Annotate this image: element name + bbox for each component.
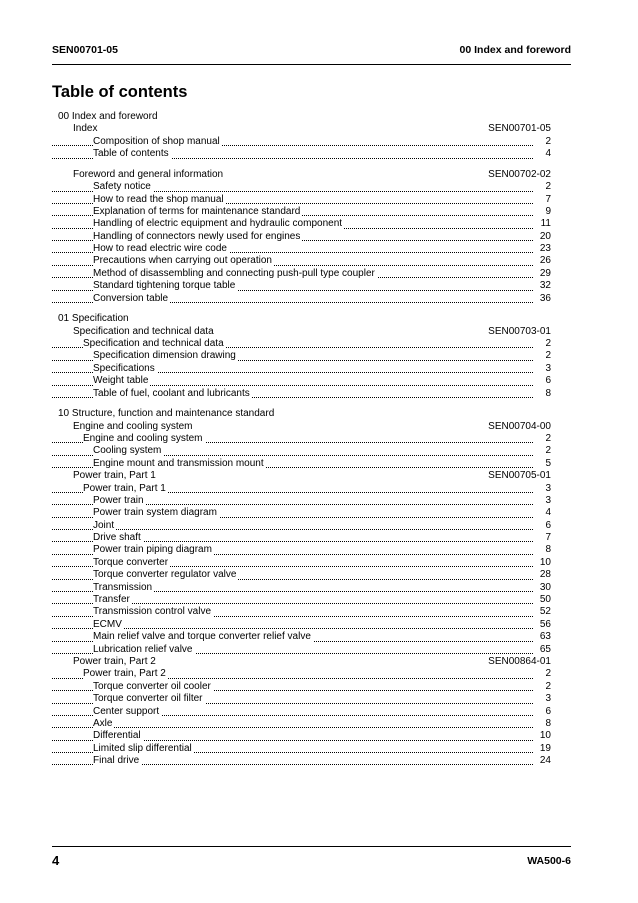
toc-entry <box>52 668 551 680</box>
toc-entry-page: 8 <box>542 718 551 730</box>
toc-entry-label: Torque converter <box>93 556 169 568</box>
toc-entry-label: Torque converter oil cooler <box>93 680 211 692</box>
toc-entry <box>52 255 551 267</box>
toc-entry-page: 10 <box>537 557 551 569</box>
toc-entry <box>52 148 551 160</box>
toc-entry-page: 32 <box>537 280 551 292</box>
toc-entry-page: 2 <box>542 668 551 680</box>
toc-entry-page: 52 <box>537 606 551 618</box>
toc-entry <box>52 619 551 631</box>
toc-entry-label: Table of contents <box>93 148 169 160</box>
toc-entry-page: 2 <box>542 681 551 693</box>
toc-entry <box>52 388 551 400</box>
toc-entry-page: 5 <box>542 458 551 470</box>
toc-entry <box>52 433 551 445</box>
toc-entry-label: Transmission control valve <box>93 606 212 618</box>
toc-entry-page: 19 <box>537 743 551 755</box>
toc-entry <box>52 644 551 656</box>
toc-group-code: SEN00704-00 <box>488 420 551 432</box>
toc-entry-label: How to read the shop manual <box>93 193 224 205</box>
toc-entry-label: Differential <box>93 730 141 742</box>
toc-entry <box>52 231 551 243</box>
toc-section <box>52 313 551 325</box>
toc-entry-page: 23 <box>537 243 551 255</box>
toc-entry-label: Power train <box>93 494 144 506</box>
toc-entry-label: Power train, Part 1 <box>83 482 166 494</box>
toc-entry-label: Final drive <box>93 755 140 767</box>
toc-entry <box>52 483 551 495</box>
toc-entry-label: Standard tightening torque table <box>93 280 236 292</box>
toc-section-label: 00 Index and foreword <box>58 111 158 122</box>
toc-entry-label: Safety notice <box>93 181 151 193</box>
toc-entry-page: 3 <box>542 693 551 705</box>
toc-entry <box>52 458 551 470</box>
toc-entry <box>52 194 551 206</box>
toc-entry <box>52 532 551 544</box>
toc-entry-label: Cooling system <box>93 445 162 457</box>
toc-entry <box>52 520 551 532</box>
toc-entry <box>52 743 551 755</box>
toc-group <box>52 169 551 181</box>
toc-entry <box>52 631 551 643</box>
page-number: 4 <box>52 853 60 868</box>
toc-entry <box>52 218 551 230</box>
toc-entry-page: 6 <box>542 375 551 387</box>
toc-entry-page: 50 <box>537 594 551 606</box>
toc-entry-page: 29 <box>537 268 551 280</box>
toc-entry-page: 6 <box>542 706 551 718</box>
toc-entry <box>52 375 551 387</box>
toc-entry-label: Transmission <box>93 581 153 593</box>
toc-entry-page: 56 <box>537 619 551 631</box>
page-header <box>52 38 571 65</box>
toc-entry-page: 26 <box>537 255 551 267</box>
toc-entry-label: Engine and cooling system <box>83 432 203 444</box>
toc-section <box>52 408 551 420</box>
toc-entry <box>52 181 551 193</box>
toc-entry <box>52 681 551 693</box>
toc-entry-page: 2 <box>542 433 551 445</box>
toc-entry-label: Lubrication relief valve <box>93 643 193 655</box>
toc-entry <box>52 557 551 569</box>
toc-entry-page: 2 <box>542 181 551 193</box>
toc-entry <box>52 594 551 606</box>
toc-entry-label: Limited slip differential <box>93 742 192 754</box>
toc-entry-label: Power train piping diagram <box>93 544 212 556</box>
toc-entry-page: 3 <box>542 495 551 507</box>
toc-entry-page: 20 <box>537 231 551 243</box>
toc-entry <box>52 363 551 375</box>
page-footer <box>52 846 571 875</box>
toc-entry-label: Center support <box>93 705 160 717</box>
toc-entry-page: 9 <box>542 206 551 218</box>
toc-entry-page: 24 <box>537 755 551 767</box>
toc-group <box>52 326 551 338</box>
toc-entry <box>52 544 551 556</box>
toc-group-label: Foreword and general information <box>73 168 224 180</box>
toc-entry-label: Specifications <box>93 362 155 374</box>
toc-entry-page: 6 <box>542 520 551 532</box>
toc-entry-label: Power train system diagram <box>93 507 217 519</box>
toc-entry-page: 28 <box>537 569 551 581</box>
toc-entry-page: 63 <box>537 631 551 643</box>
toc-entry <box>52 206 551 218</box>
toc-entry-label: Table of fuel, coolant and lubricants <box>93 387 250 399</box>
toc-group-label: Specification and technical data <box>73 325 214 337</box>
toc-group-code: SEN00705-01 <box>488 470 551 482</box>
toc-entry-label: Specification and technical data <box>83 338 224 350</box>
toc-section-label: 10 Structure, function and maintenance standard <box>58 408 275 420</box>
toc-entry-page: 2 <box>542 350 551 362</box>
toc-entry <box>52 136 551 148</box>
page-title: Table of contents <box>52 83 188 101</box>
toc-entry-page: 65 <box>537 644 551 656</box>
toc-entry-label: Power train, Part 2 <box>83 668 166 680</box>
toc-entry <box>52 350 551 362</box>
toc-entry <box>52 268 551 280</box>
toc-group <box>52 123 551 135</box>
toc-section-label: 01 Specification <box>58 313 129 325</box>
toc-entry <box>52 582 551 594</box>
toc-entry-label: ECMV <box>93 618 122 630</box>
toc-entry-label: Drive shaft <box>93 532 141 544</box>
toc-entry-label: Composition of shop manual <box>93 135 220 147</box>
toc-entry <box>52 338 551 350</box>
toc-entry-page: 3 <box>542 363 551 375</box>
toc-group-label: Power train, Part 2 <box>73 655 156 667</box>
toc-entry-page: 11 <box>538 218 551 230</box>
toc-entry-page: 36 <box>537 293 551 305</box>
table-of-contents <box>52 111 551 767</box>
toc-entry-label: How to read electric wire code <box>93 243 227 255</box>
toc-group-code: SEN00702-02 <box>488 168 551 180</box>
toc-entry-label: Handling of electric equipment and hydraulic component <box>93 218 343 230</box>
toc-group-code: SEN00864-01 <box>488 655 551 667</box>
toc-group-label: Index <box>73 123 98 135</box>
toc-group <box>52 656 551 668</box>
toc-entry <box>52 755 551 767</box>
toc-entry-label: Engine mount and transmission mount <box>93 457 264 469</box>
toc-entry <box>52 507 551 519</box>
section-title: 00 Index and foreword <box>459 44 571 56</box>
toc-group-code: SEN00701-05 <box>488 123 551 135</box>
toc-entry <box>52 569 551 581</box>
toc-entry <box>52 445 551 457</box>
toc-group <box>52 470 551 482</box>
toc-entry-label: Main relief valve and torque converter relief valve <box>93 631 311 643</box>
toc-group <box>52 421 551 433</box>
toc-entry-page: 8 <box>542 544 551 556</box>
toc-entry <box>52 718 551 730</box>
toc-entry-page: 4 <box>542 148 551 160</box>
toc-entry <box>52 243 551 255</box>
toc-entry-page: 7 <box>542 532 551 544</box>
toc-entry-label: Torque converter regulator valve <box>93 569 237 581</box>
toc-entry-page: 7 <box>542 194 551 206</box>
toc-entry-page: 30 <box>537 582 551 594</box>
toc-entry-page: 8 <box>542 388 551 400</box>
toc-group-label: Power train, Part 1 <box>73 470 156 482</box>
toc-entry <box>52 706 551 718</box>
toc-entry-label: Specification dimension drawing <box>93 350 236 362</box>
toc-entry <box>52 495 551 507</box>
toc-entry-label: Handling of connectors newly used for engines <box>93 230 301 242</box>
toc-entry-label: Weight table <box>93 375 149 387</box>
toc-group-label: Engine and cooling system <box>73 420 193 432</box>
toc-entry-label: Method of disassembling and connecting push-pull type coupler <box>93 267 375 279</box>
toc-entry-page: 4 <box>542 507 551 519</box>
toc-entry-page: 3 <box>542 483 551 495</box>
toc-entry <box>52 293 551 305</box>
toc-entry-label: Joint <box>93 519 115 531</box>
toc-entry <box>52 280 551 292</box>
toc-entry-label: Explanation of terms for maintenance standard <box>93 205 301 217</box>
toc-entry-label: Transfer <box>93 594 130 606</box>
toc-entry-label: Conversion table <box>93 292 169 304</box>
toc-entry-label: Precautions when carrying out operation <box>93 255 272 267</box>
toc-entry <box>52 730 551 742</box>
toc-entry-label: Torque converter oil filter <box>93 693 203 705</box>
doc-code: SEN00701-05 <box>52 44 118 56</box>
toc-entry-page: 2 <box>542 338 551 350</box>
toc-entry-label: Axle <box>93 717 113 729</box>
toc-entry <box>52 693 551 705</box>
toc-entry <box>52 606 551 618</box>
toc-entry-page: 10 <box>537 730 551 742</box>
toc-entry-page: 2 <box>542 445 551 457</box>
toc-entry-page: 2 <box>542 136 551 148</box>
model-name: WA500-6 <box>527 855 571 867</box>
toc-section <box>52 111 551 123</box>
toc-group-code: SEN00703-01 <box>488 325 551 337</box>
